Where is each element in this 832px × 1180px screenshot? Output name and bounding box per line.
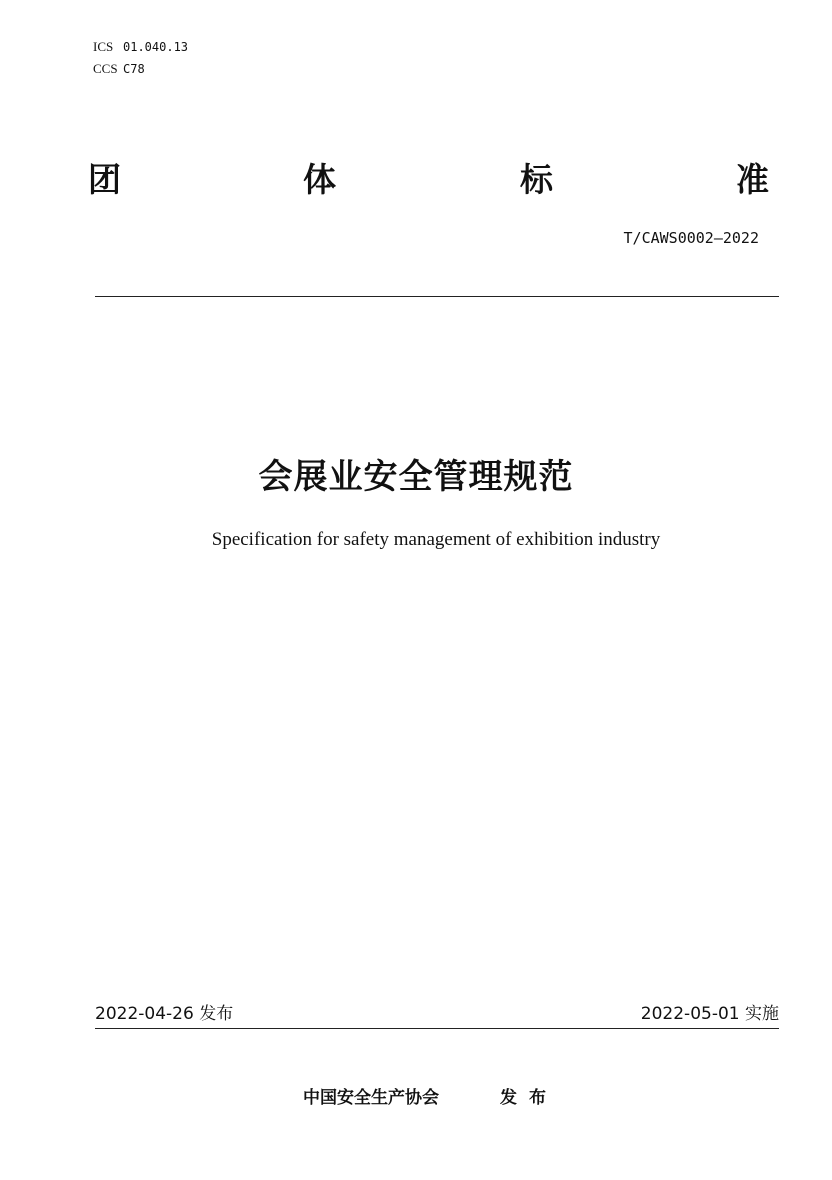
ccs-value: C78	[123, 62, 145, 76]
publish-date: 2022-04-26 发布	[95, 1004, 234, 1024]
standard-type-char-3: 标	[520, 160, 553, 199]
ics-label: ICS	[93, 39, 114, 54]
standard-code: T/CAWS0002—2022	[623, 229, 759, 247]
header-divider	[95, 296, 779, 297]
implement-date: 2022-05-01 实施	[640, 1004, 779, 1024]
standard-type-char-4: 准	[736, 160, 769, 199]
publisher-name: 中国安全生产协会	[303, 1088, 439, 1108]
ics-code	[93, 40, 188, 54]
footer-divider	[95, 1028, 779, 1029]
standard-type-char-1: 团	[88, 160, 121, 199]
document-title-cn: 会展业安全管理规范	[258, 457, 574, 497]
ccs-code	[93, 62, 145, 76]
publish-verb: 发布	[500, 1088, 558, 1108]
ics-value: 01.040.13	[123, 40, 189, 54]
document-title-en: Specification for safety management of exhibition industry	[211, 529, 661, 550]
ccs-label: CCS	[93, 61, 118, 76]
standard-type-char-2: 体	[303, 160, 336, 199]
